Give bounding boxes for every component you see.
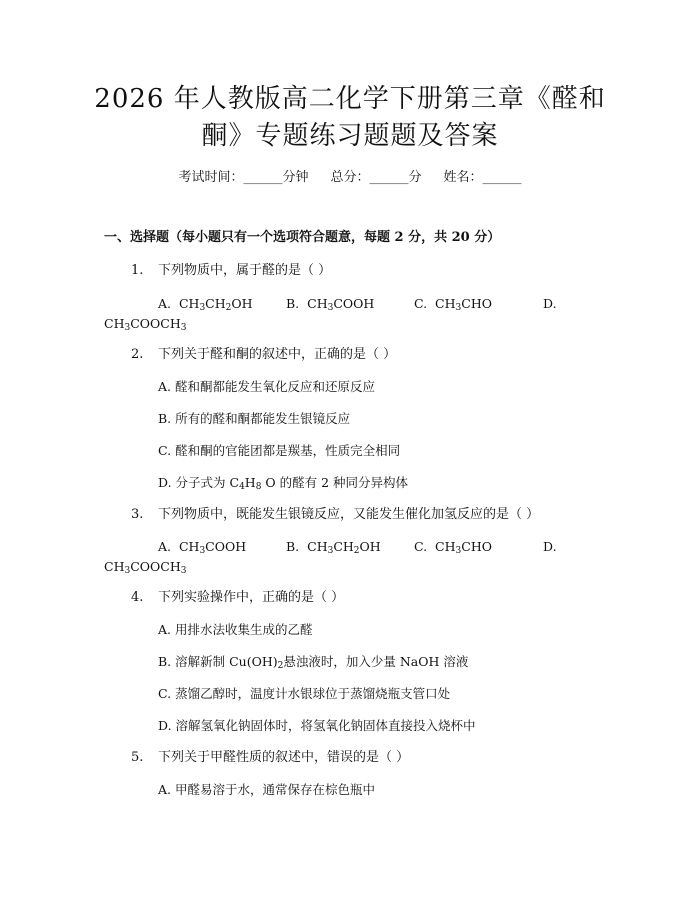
page-title-line-1: 2026 年人教版高二化学下册第三章《醛和: [94, 84, 606, 114]
question-number: 4.: [131, 590, 144, 605]
option-c: C. $CH_3CHO$: [414, 539, 492, 556]
option-c: C. $CH_3CHO$: [414, 296, 492, 313]
exam-info: [0, 168, 700, 188]
exam-name: 姓名：______: [443, 170, 522, 185]
question-number: 3.: [131, 507, 144, 522]
option-b: B. 溶解新制 $Cu(OH)_2$悬浊液时，加入少量 NaOH 溶液: [158, 654, 469, 671]
section-heading: 一、选择题（每小题只有一个选项符合题意，每题 2 分，共 20 分）: [104, 230, 501, 245]
option-a: A. 用排水法收集生成的乙醛: [158, 622, 313, 637]
option-c: C. 蒸馏乙醇时，温度计水银球位于蒸馏烧瓶支管口处: [158, 686, 451, 701]
page-title-line-2: 酮》专题练习题题及答案: [201, 121, 499, 151]
option-d: $CH_3COOCH_3$: [104, 316, 187, 333]
option-d-label: D.: [543, 539, 557, 554]
question-text: 下列实验操作中，正确的是（ ）: [158, 590, 345, 605]
question-text: 下列关于甲醛性质的叙述中，错误的是（ ）: [158, 750, 410, 765]
option-b: B. 所有的醛和酮都能发生银镜反应: [158, 411, 351, 426]
exam-time: 考试时间：______分钟: [178, 170, 309, 185]
option-c: C. 醛和酮的官能团都是羰基，性质完全相同: [158, 443, 401, 458]
option-a: A. 醛和酮都能发生氧化反应和还原反应: [158, 379, 375, 394]
question-text: 下列物质中，既能发生银镜反应，又能发生催化加氢反应的是（ ）: [158, 507, 540, 522]
exam-score: 总分：______分: [330, 170, 422, 185]
option-a: A. $CH_3COOH$: [158, 539, 247, 556]
question-number: 2.: [131, 347, 144, 362]
option-d-label: D.: [543, 296, 557, 311]
question-text: 下列关于醛和酮的叙述中，正确的是（ ）: [158, 347, 397, 362]
option-a: A. $CH_3CH_2OH$: [158, 296, 253, 313]
option-b: B. $CH_3COOH$: [286, 296, 375, 313]
option-d: D. 溶解氢氧化钠固体时，将氢氧化钠固体直接投入烧杯中: [158, 718, 476, 733]
question-number: 1.: [131, 263, 144, 278]
option-d: $CH_3COOCH_3$: [104, 559, 187, 576]
option-b: B. $CH_3CH_2OH$: [286, 539, 381, 556]
question-text: 下列物质中，属于醛的是（ ）: [158, 263, 332, 278]
option-d: D. 分子式为 $C_4H_8$ O 的醛有 2 种同分异构体: [158, 475, 409, 492]
option-a: A. 甲醛易溶于水，通常保存在棕色瓶中: [158, 782, 375, 797]
question-number: 5.: [131, 750, 144, 765]
